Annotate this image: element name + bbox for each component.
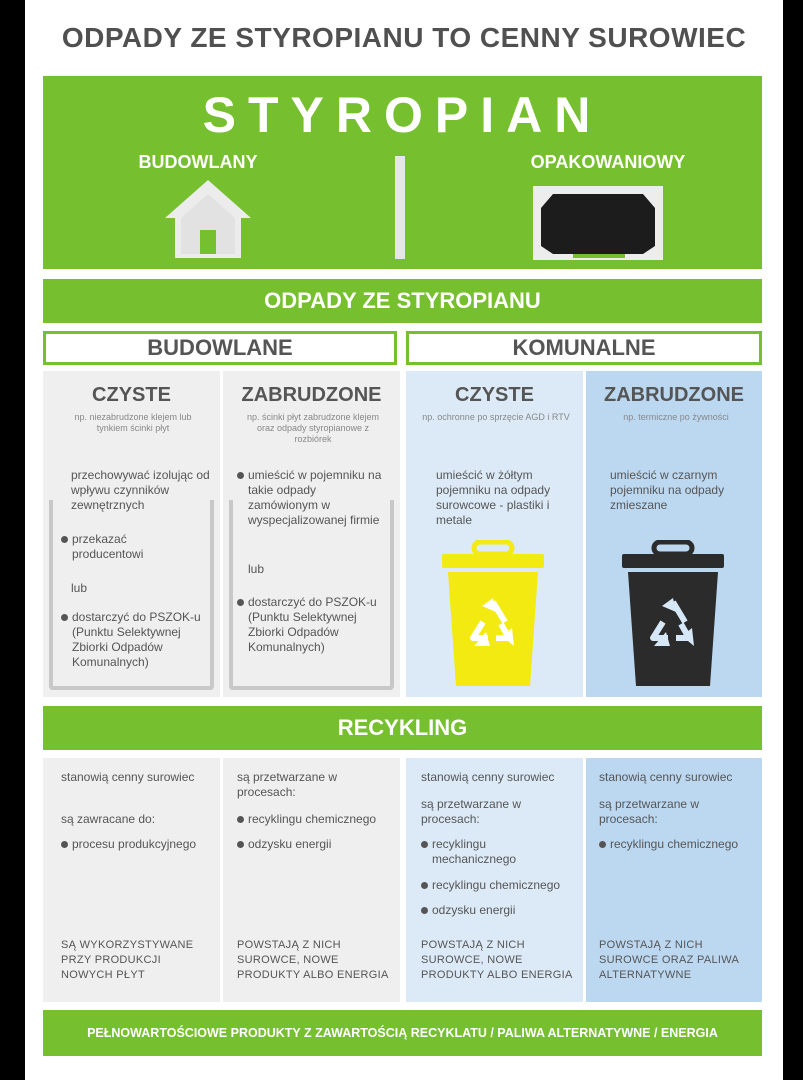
footer-banner: PEŁNOWARTOŚCIOWE PRODUKTY Z ZAWARTOŚCIĄ RECYKLATU / PALIWA ALTERNATYWNE / ENERGIA — [43, 1010, 762, 1056]
hero-banner — [43, 76, 762, 269]
col1-bullet-1: przekazać producentowi — [61, 532, 201, 562]
r1-result: SĄ WYKORZYSTYWANE PRZY PRODUKCJI NOWYCH PŁYT — [61, 939, 194, 981]
r3-bullet-1: recyklingu mechanicznego — [421, 837, 551, 867]
col1-intro: przechowywać izolując od wpływu czynników zewnętrznych — [71, 468, 210, 512]
r3-result: POWSTAJĄ Z NICH SUROWCE, NOWE PRODUKTY ALBO ENERGIA — [421, 939, 573, 981]
col4-note: np. termiczne po żywności — [623, 412, 729, 422]
house-icon — [163, 178, 253, 260]
black-bin-recycle-icon — [618, 540, 728, 690]
r2-bullet-1: recyklingu chemicznego — [237, 812, 395, 827]
r3-bullet-2: recyklingu chemicznego — [421, 878, 579, 893]
category-komunalne: KOMUNALNE — [406, 331, 762, 365]
r1-line1: stanowią cenny surowiec — [61, 770, 195, 784]
r3-line1: stanowią cenny surowiec — [421, 770, 555, 784]
col3-intro: umieścić w żółtym pojemniku na odpady surowcowe - plastiki i metale — [436, 468, 551, 527]
r3-bullet-3: odzysku energii — [421, 903, 579, 918]
col1-or: lub — [71, 581, 88, 595]
col2-title: ZABRUDZONE — [241, 384, 382, 406]
section-recycling-header: RECYKLING — [43, 706, 762, 750]
category-budowlane: BUDOWLANE — [43, 331, 397, 365]
r3-line2: są przetwarzane w procesach: — [421, 797, 522, 826]
col4-intro: umieścić w czarnym pojemniku na odpady zmieszane — [610, 468, 725, 512]
col4-title: ZABRUDZONE — [604, 384, 744, 406]
r2-bullet-2: odzysku energii — [237, 837, 395, 852]
hero-label-left: BUDOWLANY — [138, 152, 258, 172]
packaging-icon — [533, 186, 663, 260]
col2-or: lub — [248, 562, 265, 576]
col1-title: CZYSTE — [92, 384, 171, 406]
r2-result: POWSTAJĄ Z NICH SUROWCE, NOWE PRODUKTY ALBO ENERGIA — [237, 939, 389, 981]
r4-result: POWSTAJĄ Z NICH SUROWCE ORAZ PALIWA ALTERNATYWNE — [599, 939, 739, 981]
r2-line1: są przetwarzane w procesach: — [237, 770, 338, 799]
infographic-page — [25, 0, 783, 1080]
col3-title: CZYSTE — [455, 384, 534, 406]
r4-line2: są przetwarzane w procesach: — [599, 797, 700, 826]
col3-note: np. ochronne po sprzęcie AGD i RTV — [422, 412, 570, 422]
r4-line1: stanowią cenny surowiec — [599, 770, 733, 784]
r1-bullet-1: procesu produkcyjnego — [61, 837, 216, 852]
hero-title: STYROPIAN — [202, 87, 603, 143]
col2-note: np. ścinki płyt zabrudzone klejem oraz odpady styropianowe z rozbiórek — [246, 412, 380, 444]
page-title: ODPADY ZE STYROPIANU TO CENNY SUROWIEC — [61, 22, 747, 53]
col1-note: np. niezabrudzone klejem lub tynkiem ścinki płyt — [74, 412, 192, 433]
r1-line2: są zawracane do: — [61, 812, 156, 826]
col2-bullet-1: umieścić w pojemniku na takie odpady zamówionym w wyspecjalizowanej firmie — [237, 468, 387, 528]
hero-label-right: OPAKOWANIOWY — [530, 152, 686, 172]
col1-bullet-2: dostarczyć do PSZOK-u (Punktu Selektywnej Zbiorki Odpadów Komunalnych) — [61, 610, 209, 670]
r4-bullet-1: recyklingu chemicznego — [599, 837, 759, 852]
yellow-bin-recycle-icon — [438, 540, 548, 690]
hero-divider — [395, 156, 405, 259]
section-waste-header: ODPADY ZE STYROPIANU — [43, 279, 762, 323]
col2-bullet-2: dostarczyć do PSZOK-u (Punktu Selektywnej Zbiorki Odpadów Komunalnych) — [237, 595, 387, 655]
